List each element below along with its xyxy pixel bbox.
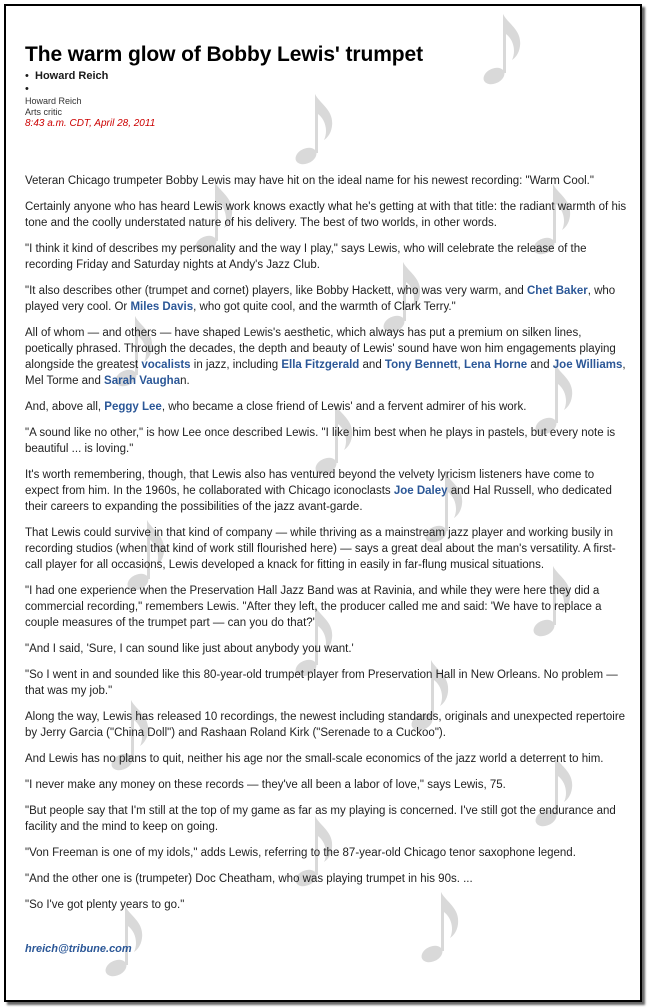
author-name: Howard Reich bbox=[25, 96, 82, 106]
article-paragraph bbox=[25, 425, 629, 457]
article-paragraph bbox=[25, 199, 629, 231]
article-paragraph bbox=[25, 241, 629, 273]
inline-link[interactable]: Joe Williams bbox=[552, 359, 623, 371]
paragraph-text: Veteran Chicago trumpeter Bobby Lewis may have hit on the ideal name for his newest recording: "Warm Cool." bbox=[25, 175, 594, 187]
inline-link[interactable]: Ella Fitzgerald bbox=[281, 359, 360, 371]
paragraph-text: "It also describes other (trumpet and cornet) players, like Bobby Hackett, who was very warm, and bbox=[25, 285, 527, 297]
paragraph-text: "And the other one is (trumpeter) Doc Cheatham, who was playing trumpet in his 90s. ... bbox=[25, 873, 473, 885]
paragraph-text: n. bbox=[180, 375, 190, 387]
paragraph-text: Certainly anyone who has heard Lewis work knows exactly what he's getting at with that title: the radiant warmth of his tone and the coolly understated nature of his delivery. The best of two worlds, in other words. bbox=[25, 201, 627, 229]
paragraph-text: "I think it kind of describes my personality and the way I play," says Lewis, who will celebrate the release of the recording Friday and Saturday nights at Andy's Jazz Club. bbox=[25, 243, 587, 271]
paragraph-text: "So I went in and sounded like this 80-year-old trumpet player from Preservation Hall in New Orleans. No problem — that was my job." bbox=[25, 669, 618, 697]
paragraph-text: "A sound like no other," is how Lee once described Lewis. "I like him best when he plays in pastels, but every note is beautiful ... is loving." bbox=[25, 427, 616, 455]
paragraph-text: It's worth remembering, though, that Lewis also has ventured beyond the velvety lyricism listeners have come to expect from him. In the 1960s, he collaborated with Chicago iconoclasts bbox=[25, 469, 595, 497]
article-paragraph bbox=[25, 777, 629, 793]
paragraph-text: , bbox=[457, 359, 464, 371]
paragraph-text: "And I said, 'Sure, I can sound like just about anybody you want.' bbox=[25, 643, 354, 655]
paragraph-text: That Lewis could survive in that kind of company — while thriving as a mainstream jazz player and working busily in recording studios (when that kind of work still flourished here) — says a great deal about the man's versatility. A first-call player for all occasions, Lewis developed a knack for fitting in easily in far-flung musical situations. bbox=[25, 527, 616, 571]
article-paragraph bbox=[25, 897, 629, 913]
article-paragraph bbox=[25, 803, 629, 835]
paragraph-text: "So I've got plenty years to go." bbox=[25, 899, 185, 911]
paragraph-text: All of whom — and others — have shaped Lewis's aesthetic, which always has put a premium on silken lines, poetically phrased. Through the decades, the depth and beauty of Lewis' sound have won him engagements playing alongside the greatest bbox=[25, 327, 616, 371]
paragraph-text: Along the way, Lewis has released 10 recordings, the newest including standards, originals and unexpected repertoire by Jerry Garcia ("China Doll") and Rashaan Roland Kirk ("Serenade to a Cuckoo"). bbox=[25, 711, 626, 739]
paragraph-text: "But people say that I'm still at the top of my game as far as my playing is concerned. I've still got the endurance and facility and the mind to keep on going. bbox=[25, 805, 616, 833]
article-paragraph bbox=[25, 283, 629, 315]
article-paragraph bbox=[25, 325, 629, 389]
timestamp: 8:43 a.m. CDT, April 28, 2011 bbox=[25, 118, 156, 129]
bullet: • bbox=[25, 83, 29, 95]
paragraph-text: "Von Freeman is one of my idols," adds Lewis, referring to the 87-year-old Chicago tenor saxophone legend. bbox=[25, 847, 576, 859]
inline-link[interactable]: Lena Horne bbox=[463, 359, 528, 371]
article-paragraph bbox=[25, 399, 629, 415]
inline-link[interactable]: Peggy Lee bbox=[104, 401, 162, 413]
article-paragraph bbox=[25, 709, 629, 741]
article-body bbox=[25, 173, 629, 913]
bullet: • bbox=[25, 70, 29, 82]
inline-link[interactable]: Miles Davis bbox=[130, 301, 194, 313]
byline-item-empty bbox=[25, 83, 629, 96]
article-paragraph bbox=[25, 641, 629, 657]
article-paragraph bbox=[25, 583, 629, 631]
article-paragraph bbox=[25, 845, 629, 861]
article bbox=[25, 42, 629, 955]
article-paragraph bbox=[25, 525, 629, 573]
paragraph-text: , who played very cool. Or bbox=[25, 285, 616, 313]
paragraph-text: and bbox=[359, 359, 385, 371]
contact-email-link[interactable]: hreich@tribune.com bbox=[25, 943, 132, 955]
article-paragraph bbox=[25, 751, 629, 767]
paragraph-text: , Mel Torme and bbox=[25, 359, 626, 387]
author-title: Arts critic bbox=[25, 107, 62, 117]
paragraph-text: "I had one experience when the Preservation Hall Jazz Band was at Ravinia, and while they were here they did a commercial recording," remembers Lewis. "After they left, the producer called me and said: 'We have to replace a couple measures of the trumpet part — can you do that?' bbox=[25, 585, 602, 629]
paragraph-text: "I never make any money on these records — they've all been a labor of love," says Lewis, 75. bbox=[25, 779, 506, 791]
inline-link[interactable]: vocalists bbox=[141, 359, 191, 371]
inline-link[interactable]: Joe Daley bbox=[393, 485, 448, 497]
paragraph-text: And Lewis has no plans to quit, neither his age nor the small-scale economics of the jazz world a deterrent to him. bbox=[25, 753, 604, 765]
inline-link[interactable]: Chet Baker bbox=[527, 285, 588, 297]
article-paragraph bbox=[25, 871, 629, 887]
paragraph-text: in jazz, including bbox=[190, 359, 282, 371]
page-frame bbox=[4, 4, 642, 1002]
paragraph-text: , who got quite cool, and the warmth of Clark Terry." bbox=[193, 301, 456, 313]
inline-link[interactable]: Tony Bennett bbox=[384, 359, 458, 371]
paragraph-text: and Hal Russell, who dedicated their careers to expanding the possibilities of the jazz avant-garde. bbox=[25, 485, 612, 513]
article-paragraph bbox=[25, 667, 629, 699]
inline-link[interactable]: Sarah Vaugha bbox=[104, 375, 181, 387]
article-paragraph bbox=[25, 467, 629, 515]
byline-item bbox=[25, 70, 629, 83]
paragraph-text: , who became a close friend of Lewis' and a fervent admirer of his work. bbox=[161, 401, 527, 413]
article-paragraph bbox=[25, 173, 629, 189]
headline: The warm glow of Bobby Lewis' trumpet bbox=[25, 43, 423, 66]
paragraph-text: And, above all, bbox=[25, 401, 105, 413]
paragraph-text: and bbox=[527, 359, 553, 371]
byline-author[interactable]: Howard Reich bbox=[35, 70, 109, 82]
byline-list bbox=[25, 70, 629, 96]
